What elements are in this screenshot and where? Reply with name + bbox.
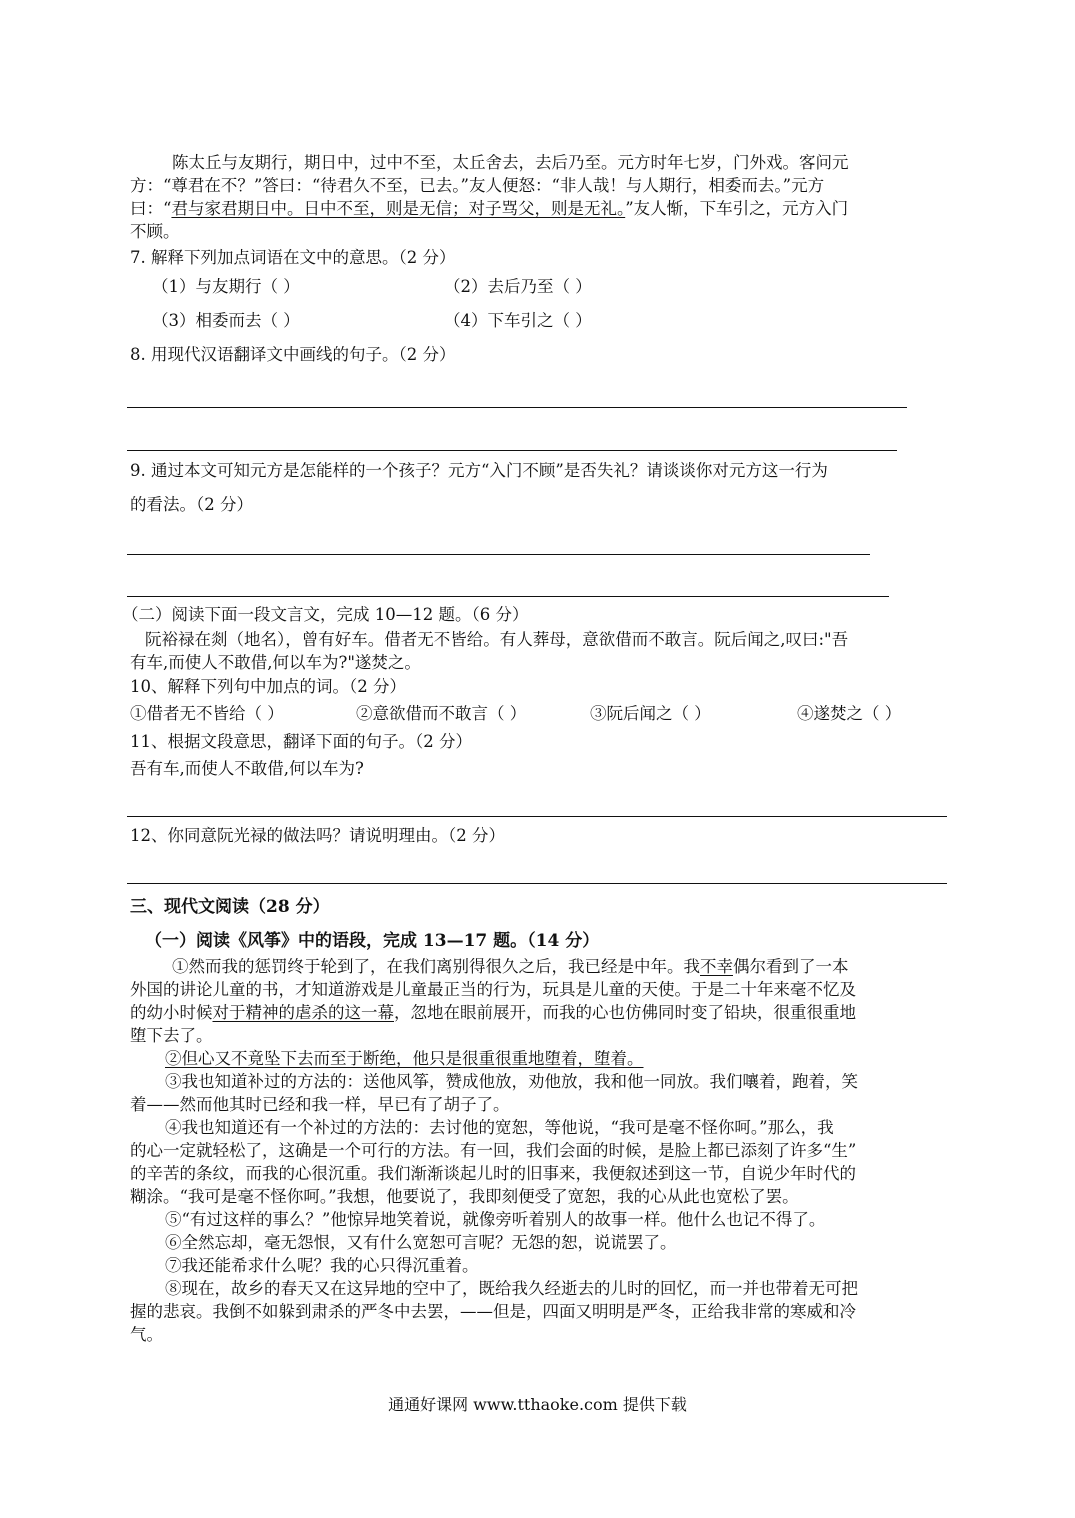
- q9-line-2: 的看法。（2 分）: [130, 495, 253, 514]
- passage1-line-4: 不顾。: [130, 222, 180, 241]
- answer-line: [127, 407, 907, 408]
- paragraph-1-line-1: [172, 956, 849, 978]
- section3-heading: 三、现代文阅读（28 分）: [130, 897, 330, 917]
- q10-item-4: ④遂焚之（ ）: [797, 704, 902, 723]
- underlined-phrase: 对于精神的虐杀的这一幕: [212, 1003, 394, 1022]
- section2-heading: （二）阅读下面一段文言文，完成 10—12 题。（6 分）: [122, 605, 529, 624]
- paragraph-1-line-4: 堕下去了。: [130, 1026, 213, 1045]
- passage1-line-3: [130, 198, 848, 220]
- paragraph-4-line-1: ④我也知道还有一个补过的方法的：去讨他的宽恕，等他说，“我可是毫不怪你呵。”那么，我: [165, 1118, 834, 1137]
- q10-item-2: ②意欲借而不敢言（ ）: [356, 704, 527, 723]
- answer-line: [127, 883, 947, 884]
- paragraph-1-line-2: 外国的讲论儿童的书，才知道游戏是儿童最正当的行为，玩具是儿童的天使。于是二十年来毫不忆及: [130, 980, 856, 999]
- section2-passage-line-2: 有车,而使人不敢借,何以车为?"遂焚之。: [130, 653, 421, 672]
- paragraph-4-line-4: 糊涂。“我可是毫不怪你呵。”我想，他要说了，我即刻便受了宽恕，我的心从此也宽松了罢。: [130, 1187, 799, 1206]
- section2-passage-line-1: 阮裕禄在剡（地名），曾有好车。借者无不皆给。有人葬母，意欲借而不敢言。阮后闻之,叹曰:"吾: [145, 630, 849, 649]
- text: 偶尔看到了一本: [733, 957, 849, 976]
- answer-line: [127, 554, 870, 555]
- q9-line-1: 9. 通过本文可知元方是怎能样的一个孩子？元方“入门不顾”是否失礼？请谈谈你对元方这一行为: [130, 461, 828, 480]
- q7-item-4: （4）下车引之（ ）: [444, 311, 592, 330]
- section3-subheading: （一）阅读《风筝》中的语段，完成 13—17 题。（14 分）: [145, 931, 600, 951]
- passage1-line-2: 方：“尊君在不？”答曰：“待君久不至，已去。”友人便怒：“非人哉！与人期行，相委而去。”元方: [130, 176, 825, 195]
- passage1-line-1: 陈太丘与友期行，期日中，过中不至，太丘舍去，去后乃至。元方时年七岁，门外戏。客问元: [172, 153, 849, 172]
- underlined-word: 不幸: [700, 957, 733, 976]
- paragraph-6: ⑥全然忘却，毫无怨恨，又有什么宽恕可言呢？无怨的恕，说谎罢了。: [165, 1233, 677, 1252]
- q11-sentence: 吾有车,而使人不敢借,何以车为?: [130, 759, 364, 778]
- q10-title: 10、解释下列句中加点的词。（2 分）: [130, 677, 406, 696]
- text: ①然而我的惩罚终于轮到了，在我们离别得很久之后，我已经是中年。我: [172, 957, 700, 976]
- paragraph-8-line-1: ⑧现在，故乡的春天又在这异地的空中了，既给我久经逝去的儿时的回忆，而一并也带着无可把: [165, 1279, 858, 1298]
- paragraph-7: ⑦我还能希求什么呢？我的心只得沉重着。: [165, 1256, 479, 1275]
- q8-title: 8. 用现代汉语翻译文中画线的句子。（2 分）: [130, 345, 456, 364]
- q10-item-3: ③阮后闻之（ ）: [590, 704, 711, 723]
- answer-line: [127, 816, 947, 817]
- answer-line: [127, 596, 889, 597]
- page-footer: 通通好课网 www.tthaoke.com 提供下载: [388, 1395, 687, 1414]
- q7-item-2: （2）去后乃至（ ）: [444, 277, 592, 296]
- paragraph-8-line-3: 气。: [130, 1325, 163, 1344]
- q7-item-1: （1）与友期行（ ）: [152, 277, 300, 296]
- paragraph-3-line-1: ③我也知道补过的方法的：送他风筝，赞成他放，劝他放，我和他一同放。我们嚷着，跑着，笑: [165, 1072, 858, 1091]
- paragraph-2: ②但心又不竟坠下去而至于断绝，他只是很重很重地堕着，堕着。: [165, 1049, 644, 1068]
- paragraph-5: ⑤“有过这样的事么？”他惊异地笑着说，就像旁听着别人的故事一样。他什么也记不得了。: [165, 1210, 826, 1229]
- q10-item-1: ①借者无不皆给（ ）: [130, 704, 284, 723]
- text: ，忽地在眼前展开，而我的心也仿佛同时变了铅块，很重很重地: [394, 1003, 856, 1022]
- paragraph-8-line-2: 握的悲哀。我倒不如躲到肃杀的严冬中去罢，——但是，四面又明明是严冬，正给我非常的寒威和冷: [130, 1302, 856, 1321]
- underlined-sentence: 君与家君期日中。日中不至，则是无信；对子骂父，则是无礼。: [171, 199, 626, 218]
- paragraph-1-line-3: [130, 1002, 856, 1024]
- text: ”友人惭，下车引之，元方入门: [625, 199, 849, 218]
- paragraph-4-line-2: 的心一定就轻松了，这确是一个可行的方法。有一回，我们会面的时候，是脸上都已添刻了许多“生”: [130, 1141, 857, 1160]
- text: 曰：“: [130, 199, 172, 218]
- q11-title: 11、根据文段意思，翻译下面的句子。（2 分）: [130, 732, 472, 751]
- paragraph-4-line-3: 的辛苦的条纹，而我的心很沉重。我们渐渐谈起儿时的旧事来，我便叙述到这一节，自说少年时代的: [130, 1164, 856, 1183]
- q12-title: 12、你同意阮光禄的做法吗？请说明理由。（2 分）: [130, 826, 505, 845]
- text: 的幼小时候: [130, 1003, 213, 1022]
- q7-title: 7. 解释下列加点词语在文中的意思。（2 分）: [130, 248, 456, 267]
- q7-item-3: （3）相委而去（ ）: [152, 311, 300, 330]
- answer-line: [127, 450, 897, 451]
- paragraph-3-line-2: 着——然而他其时已经和我一样，早已有了胡子了。: [130, 1095, 510, 1114]
